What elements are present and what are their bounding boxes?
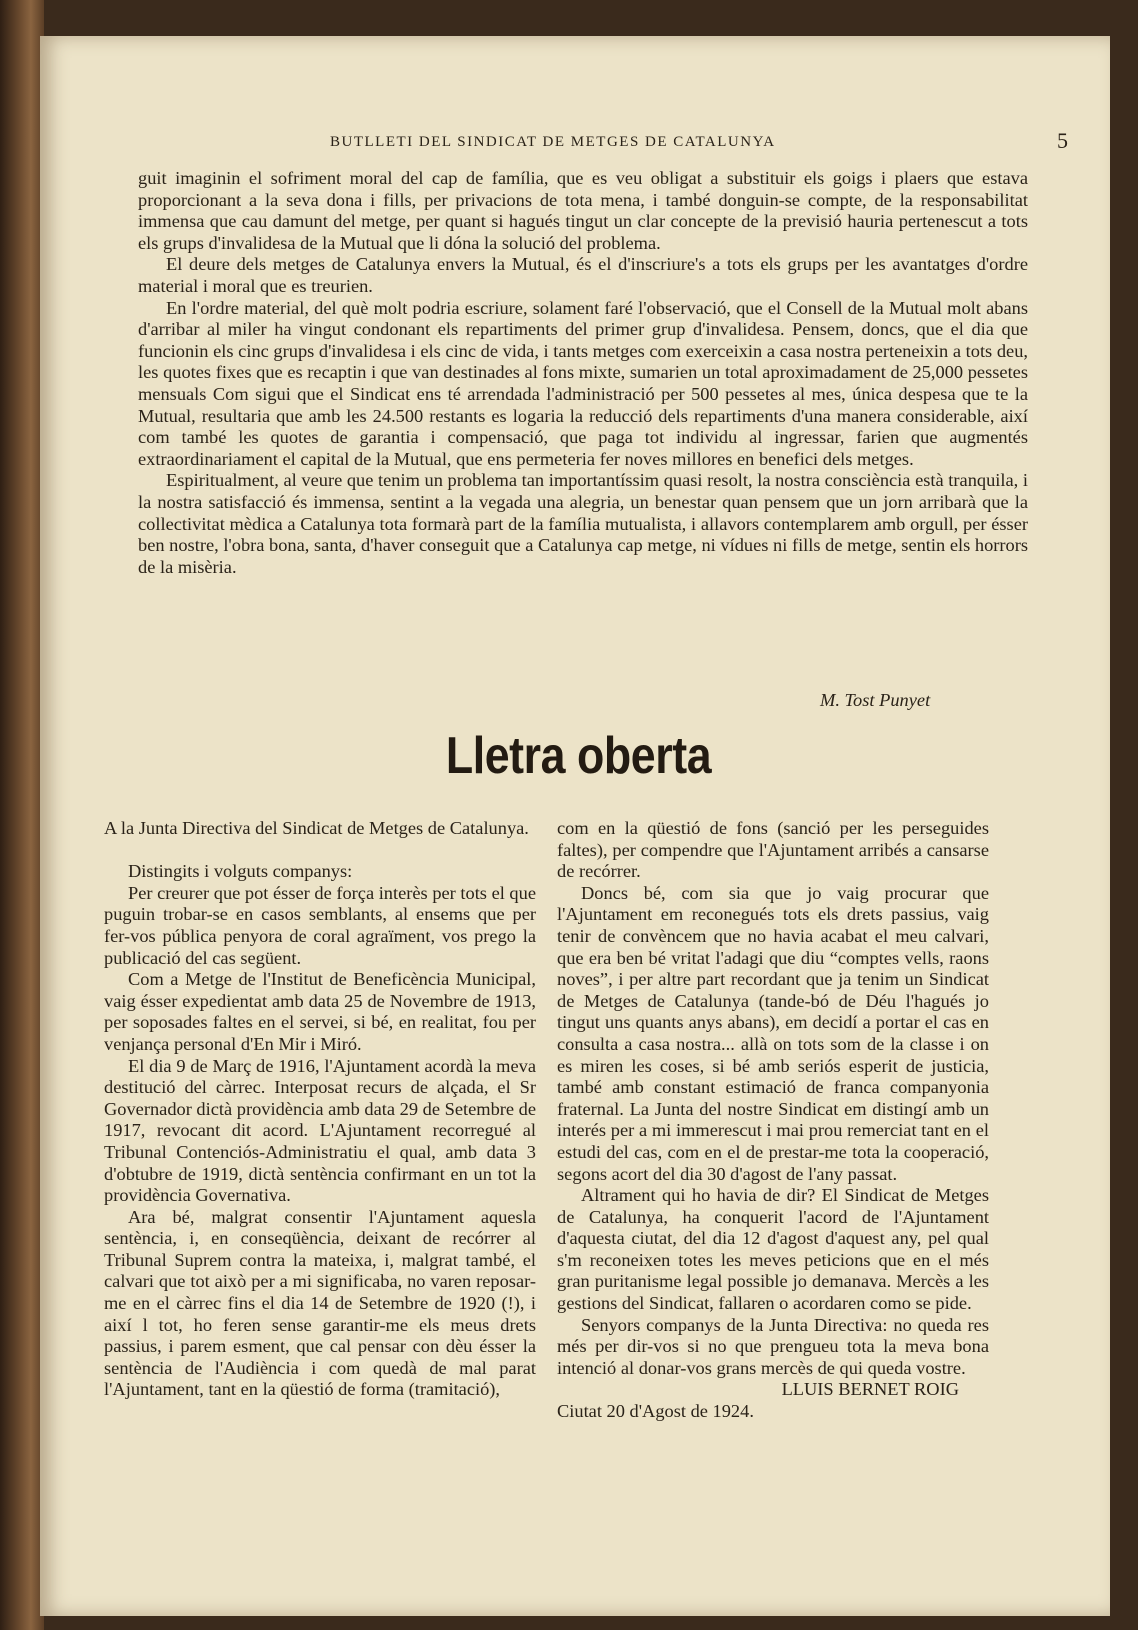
paragraph: Com a Metge de l'Institut de Beneficència Municipal, vaig ésser expedientat amb data 25 de Novembre de 1913, per soposades faltes en el servei, si bé, en realitat, fou per venjança personal d'En Mir i Miró.: [104, 969, 536, 1054]
journal-title: BUTLLETI DEL SINDICAT DE METGES DE CATALUNYA: [330, 134, 776, 150]
paragraph: Per creurer que pot ésser de força interès per tots el que puguin trobar-se en casos semblants, al ensems que per fer-vos pública penyora de coral agraïment, vos prego la publicació del cas següent.: [104, 882, 536, 968]
letter-signature-date: Ciutat 20 d'Agost de 1924.: [557, 1401, 754, 1422]
paragraph: El deure dels metges de Catalunya envers la Mutual, és el d'inscriure's a tots els grups per les avantatges d'ordre material i moral que es treurien.: [138, 254, 1028, 296]
letter-right-column: [557, 818, 989, 1423]
book-binding: [0, 0, 44, 1630]
author-signature: M. Tost Punyet: [820, 690, 931, 710]
paragraph: Doncs bé, com sia que jo vaig procurar que l'Ajuntament em reconegués tots els drets passius, vaig tenir de convèncem que no havia acabat el meu calvari, que era ben bé vritat l'adagi que diu “comptes vells, raons noves”, i per altre part recordant que ja tenim un Sindicat de Metges de Catalunya (tande-bó de Déu l'hagués jo tingut uns quants anys abans), em decidí a portar el cas en consulta a casa nostra... allà on tots som de la classe i on es miren les coses, si bé amb seriós esperit de justicia, també amb constant estimació de franca companyonia fraternal. La Junta del nostre Sindicat em distingí amb un interés per a mi immerescut i mai prou remerciat tant en el estudi del cas, com en el de prestar-me tota la cooperació, segons acort del dia 30 d'agost de l'any passat.: [557, 882, 989, 1184]
paragraph: Altrament qui ho havia de dir? El Sindicat de Metges de Catalunya, ha conquerit l'acord de l'Ajuntament d'aquesta ciutat, del dia 12 d'agost d'aquest any, pel qual s'm reconeixen totes les meves peticions que en el més gran puritanisme legal possible jo demanava. Mercès a les gestions del Sindicat, fallaren o acordaren como se pide.: [557, 1185, 989, 1314]
paragraph: El dia 9 de Març de 1916, l'Ajuntament acordà la meva destitució del càrrec. Interposat recurs de alçada, el Sr Governador dictà providència amb data 29 de Setembre de 1917, revocant dit acord. L'Ajuntament recorregué al Tribunal Contenciós-Administratiu el qual, amb data 3 d'obtubre de 1919, dictà sentència confirmant en un tot la providència Governativa.: [104, 1055, 537, 1206]
page-number: 5: [1057, 128, 1068, 153]
paragraph: Ara bé, malgrat consentir l'Ajuntament aquesla sentència, i, en conseqüència, deixant de recórrer al Tribunal Suprem contra la mateixa, i, malgrat també, el calvari que tot això per a mi significaba, no varen reposar-me en el càrrec fins el dia 14 de Setembre de 1920 (!), i així l tot, ho feren sense garantir-me els meus drets passius, i parem esment, que cal pensar con dèu ésser la sentència de l'Audiència i com quedà de mal parat l'Ajuntament, tant en la qüestió de forma (tramitació),: [104, 1206, 536, 1400]
paragraph: En l'ordre material, del què molt podria escriure, solament faré l'observació, que el Consell de la Mutual molt abans d'arribar al miler ha vingut condonant els repartiments del primer grup d'invalidesa. Pensem, doncs, que el dia que funcionin els cinc grups d'invalidesa i els cinc de vida, i tants metges com exerceixin a casa nostra perteneixin a tots deu, les quotes fixes que es recaptin i que van destinades al fons mixte, sumarien un total aproximadament de 25,000 pessetes mensuals Com sigui que el Sindicat ens té arrendada l'administració per 500 pessetes al mes, única despesa que te la Mutual, resultaria que amb les 24.500 restants es logaria la reducció dels repartiments d'una manera considerable, així com també les quotes de garantia i compensació, que paga tot individu al ingressar, farien que augmentés extraordinariament el capital de la Mutual, que ens permeteria fer noves millores en benefici dels metges.: [138, 297, 1028, 469]
letter-signature-name: LLUIS BERNET ROIG: [781, 1379, 959, 1400]
paragraph: com en la qüestió de fons (sanció per les perseguides faltes), per compendre que l'Ajuntament arribés a cansarse de recórrer.: [557, 818, 989, 882]
running-header: [40, 128, 1110, 156]
paragraph: Espiritualment, al veure que tenim un problema tan importantíssim quasi resolt, la nostra consciència està tranquila, i la nostra satisfacció és immensa, sentint a la vegada una alegria, un benestar quan pensem que un jorn arribarà que la collectivitat mèdica a Catalunya tota formarà part de la família mutualista, i allavors contemplarem amb orgull, per ésser ben nostre, l'obra bona, santa, d'haver conseguit que a Catalunya cap metge, ni vídues ni fills de metge, sentin els horrors de la misèria.: [138, 470, 1028, 577]
article-headline: Lletra oberta: [445, 727, 712, 785]
letter-salutation: Distingits i volguts companys:: [128, 861, 353, 882]
paragraph: Senyors companys de la Junta Directiva: no queda res més per dir-vos si no que prengueu tota la meva bona intenció al donar-vos grans mercès de qui queda vostre.: [557, 1314, 989, 1378]
letter-address: A la Junta Directiva del Sindicat de Metges de Catalunya.: [104, 818, 529, 838]
document-page: [40, 36, 1110, 1616]
article-continuation: [138, 168, 1028, 578]
paragraph: guit imaginin el sofriment moral del cap de família, que es veu obligat a substituir els goigs i plaers que estava proporcionant a la seva dona i fills, per privacions de tota mena, i també donguin-se compte, de la responsabilitat immensa que cau damunt del metge, per quant si hagués tingut un clar concepte de la previsió hauria pertenescut a tots els grups d'invalidesa de la Mutual que li dóna la solució del problema.: [138, 168, 1028, 253]
letter-left-column: [104, 818, 536, 1401]
